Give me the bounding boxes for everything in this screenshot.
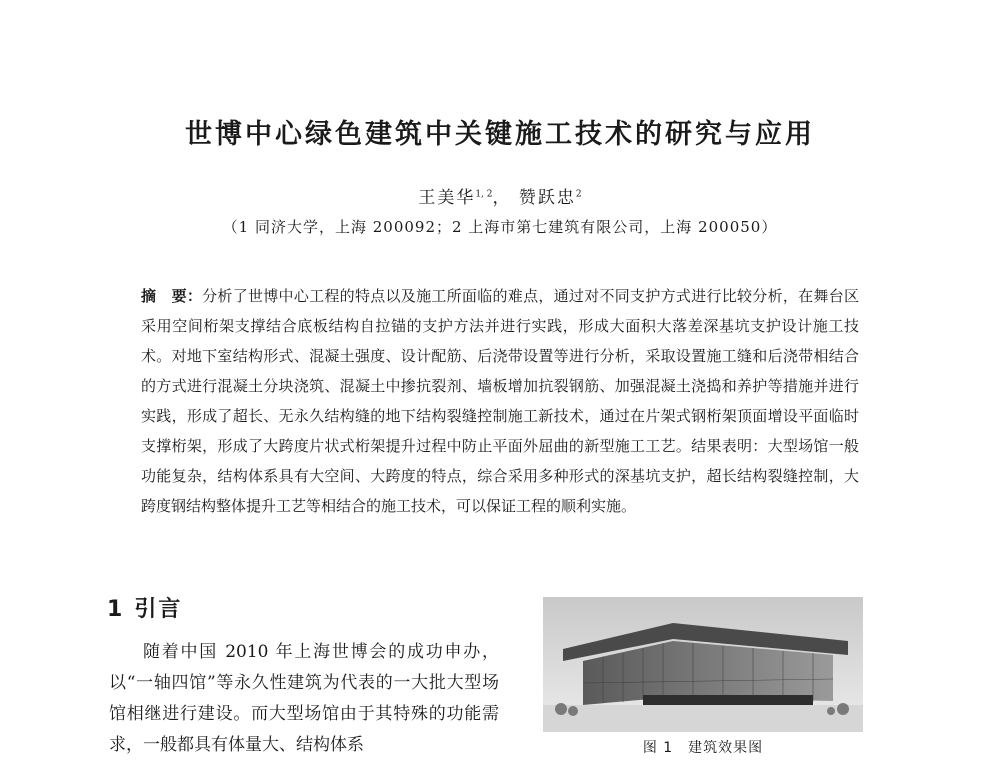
section-number: 1	[107, 597, 125, 622]
author-2-affil-marker: 2	[575, 189, 582, 200]
paper-title: 世博中心绿色建筑中关键施工技术的研究与应用	[185, 119, 815, 150]
figure-caption: 图 1 建筑效果图	[642, 740, 764, 756]
intro-paragraph: 随着中国 2010 年上海世博会的成功申办，以“一轴四馆”等永久性建筑为代表的一大批大型场馆相继进行建设。而大型场馆由于其特殊的功能需求，一般都具有体量大、结构体系	[109, 642, 499, 755]
building-rendering-image	[543, 597, 863, 732]
abstract-label: 摘 要：	[141, 287, 203, 305]
affiliations: （1 同济大学，上海 200092；2 上海市第七建筑有限公司，上海 200050）	[222, 218, 778, 236]
abstract-text: 分析了世博中心工程的特点以及施工所面临的难点，通过对不同支护方式进行比较分析，在舞台区采用空间桁架支撑结合底板结构自拉锚的支护方法并进行实践，形成大面积大落差深基坑支护设计施工技术。对地下室结构形式、混凝土强度、设计配筋、后浇带设置等进行分析，采取设置施工缝和后浇带相结合的方式进行混凝土分块浇筑、混凝土中掺抗裂剂、墙板增加抗裂钢筋、加强混凝土浇捣和养护等措施并进行实践，形成了超长、无永久结构缝的地下结构裂缝控制施工新技术，通过在片架式钢桁架顶面增设平面临时支撑桁架，形成了大跨度片状式桁架提升过程中防止平面外屈曲的新型施工工艺。结果表明：大型场馆一般功能复杂，结构体系具有大空间、大跨度的特点，综合采用多种形式的深基坑支护，超长结构裂缝控制，大跨度钢结构整体提升工艺等相结合的施工技术，可以保证工程的顺利实施。	[141, 287, 859, 515]
author-line	[0, 183, 1000, 208]
author-2-name: 赞跃忠	[518, 188, 576, 208]
building-rendering-figure	[543, 597, 863, 732]
author-1-name: 王美华	[418, 188, 476, 208]
author-1-affil-marker: 1, 2	[475, 189, 493, 200]
author-separator: ，	[492, 188, 512, 208]
abstract	[141, 281, 859, 521]
section-heading	[107, 592, 182, 623]
section-title: 引言	[134, 597, 183, 622]
